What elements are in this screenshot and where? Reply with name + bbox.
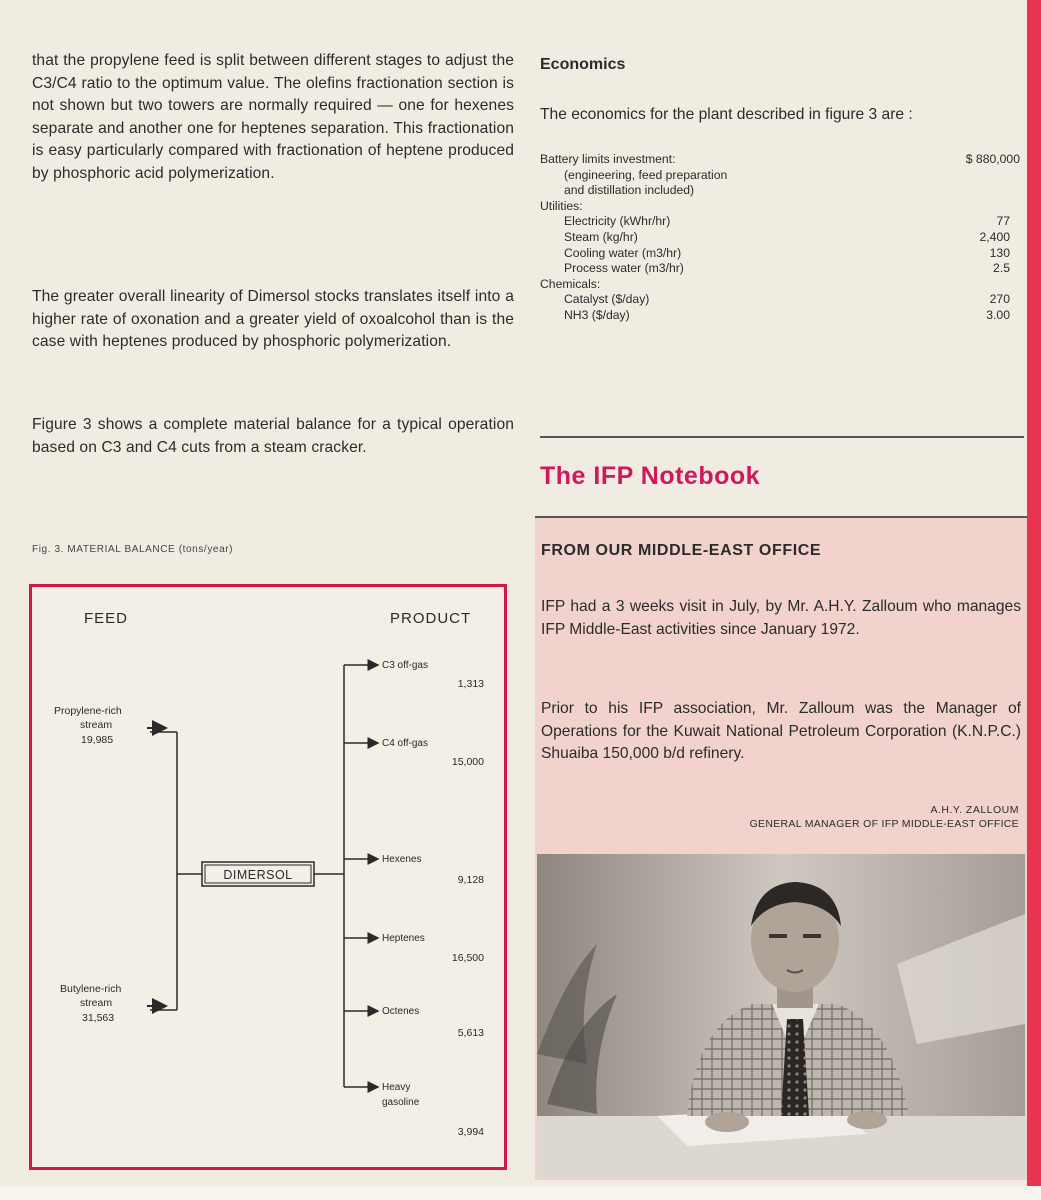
economics-row-value: 2.5 xyxy=(993,261,1010,276)
economics-row-label: NH3 ($/day) xyxy=(564,307,630,322)
signature-name: A.H.Y. ZALLOUM xyxy=(930,804,1019,816)
diagram-svg xyxy=(32,587,504,1167)
economics-row-label: and distillation included) xyxy=(564,183,695,198)
signature-role: GENERAL MANAGER OF IFP MIDDLE-EAST OFFICE xyxy=(749,818,1019,830)
economics-table xyxy=(540,152,1020,324)
product-heptenes xyxy=(344,933,484,964)
section-divider xyxy=(540,436,1024,438)
prior-paragraph: Prior to his IFP association, Mr. Zalloum was the Manager of Operations for the Kuwait National Petroleum Corporation (K.N.P.C.) Shuaiba 150,000 b/d refinery. xyxy=(541,700,1021,762)
svg-text:9,128: 9,128 xyxy=(457,874,484,886)
product-c3 xyxy=(344,660,484,690)
svg-text:Heptenes: Heptenes xyxy=(382,933,425,944)
notebook-title: The IFP Notebook xyxy=(540,462,761,490)
svg-text:Octenes: Octenes xyxy=(382,1006,420,1017)
economics-row-value: 3.00 xyxy=(986,307,1010,322)
svg-text:5,613: 5,613 xyxy=(457,1027,484,1039)
economics-row-value: 130 xyxy=(989,245,1010,260)
feed-header: FEED xyxy=(84,610,129,627)
economics-row-label: Cooling water (m3/hr) xyxy=(564,245,682,260)
svg-text:C4 off-gas: C4 off-gas xyxy=(382,738,428,749)
page-edge-strip xyxy=(1027,0,1041,1200)
notebook-box xyxy=(535,516,1027,1180)
economics-row xyxy=(540,230,1020,246)
svg-text:Hexenes: Hexenes xyxy=(382,854,422,865)
economics-row xyxy=(540,183,1020,199)
paragraph-figure-ref: Figure 3 shows a complete material balance for a typical operation based on C3 and C4 cuts from a steam cracker. xyxy=(32,416,514,456)
svg-text:16,500: 16,500 xyxy=(451,952,484,964)
feed-1-value: 19,985 xyxy=(81,734,114,746)
product-heavy-gasoline xyxy=(344,1082,484,1138)
economics-row-label: Chemicals: xyxy=(540,276,601,291)
page-bottom-margin xyxy=(0,1186,1041,1200)
product-hexenes xyxy=(344,854,484,886)
middle-east-heading: FROM OUR MIDDLE-EAST OFFICE xyxy=(541,542,822,559)
economics-heading: Economics xyxy=(540,56,626,73)
feed-2-name-2: stream xyxy=(80,997,113,1009)
figure-caption: Fig. 3. MATERIAL BALANCE (tons/year) xyxy=(32,544,234,555)
economics-row-label: Utilities: xyxy=(540,198,583,213)
economics-row xyxy=(540,199,1020,215)
economics-row xyxy=(540,168,1020,184)
economics-row-label: (engineering, feed preparation xyxy=(564,167,728,182)
economics-row-label: Catalyst ($/day) xyxy=(564,292,650,307)
feed-2-value: 31,563 xyxy=(82,1012,115,1024)
economics-row-value: $ 880,000 xyxy=(965,152,1020,166)
economics-row xyxy=(540,152,1020,168)
product-header: PRODUCT xyxy=(390,610,472,627)
paragraph-propylene-feed: that the propylene feed is split between different stages to adjust the C3/C4 ratio to the optimum value. The olefins fractionation section is not shown but two towers are normally required — one for hexenes separate and another one for heptenes separation. This fractionation is easy particularly compared with fractionation of heptene produced by phosphoric acid polymerization. xyxy=(32,52,514,182)
svg-text:15,000: 15,000 xyxy=(451,756,484,768)
dimersol-label: DIMERSOL xyxy=(223,868,293,882)
feed-1-name: Propylene-rich xyxy=(54,705,122,717)
paragraph-linearity: The greater overall linearity of Dimersol stocks translates itself into a higher rate of oxonation and a greater yield of oxoalcohol than is the case with heptenes produced by phosphoric polymerization. xyxy=(32,288,514,351)
svg-text:Heavy: Heavy xyxy=(382,1082,411,1093)
product-octenes xyxy=(344,1006,484,1039)
product-c4 xyxy=(344,738,484,768)
economics-row-label: Process water (m3/hr) xyxy=(564,261,684,276)
svg-text:C3 off-gas: C3 off-gas xyxy=(382,660,428,671)
material-balance-diagram xyxy=(29,584,507,1170)
economics-row-value: 77 xyxy=(996,214,1010,229)
economics-row xyxy=(540,246,1020,262)
economics-row xyxy=(540,277,1020,293)
svg-text:1,313: 1,313 xyxy=(457,678,484,690)
economics-row xyxy=(540,261,1020,277)
portrait-illustration xyxy=(537,854,1025,1178)
economics-row-label: Battery limits investment: xyxy=(540,152,676,166)
economics-row-value: 270 xyxy=(989,292,1010,307)
feed-1-name-2: stream xyxy=(80,719,113,731)
economics-row xyxy=(540,308,1020,324)
feed-2-name: Butylene-rich xyxy=(60,983,122,995)
economics-row-value: 2,400 xyxy=(979,229,1010,244)
svg-text:gasoline: gasoline xyxy=(382,1097,420,1108)
visit-paragraph: IFP had a 3 weeks visit in July, by Mr. A.H.Y. Zalloum who manages IFP Middle-East activities since January 1972. xyxy=(541,598,1021,638)
economics-row-label: Electricity (kWhr/hr) xyxy=(564,214,671,229)
economics-row-label: Steam (kg/hr) xyxy=(564,229,638,244)
economics-row xyxy=(540,292,1020,308)
portrait-photo xyxy=(537,854,1025,1178)
svg-text:3,994: 3,994 xyxy=(457,1126,484,1138)
economics-intro: The economics for the plant described in figure 3 are : xyxy=(540,106,913,123)
economics-row xyxy=(540,214,1020,230)
